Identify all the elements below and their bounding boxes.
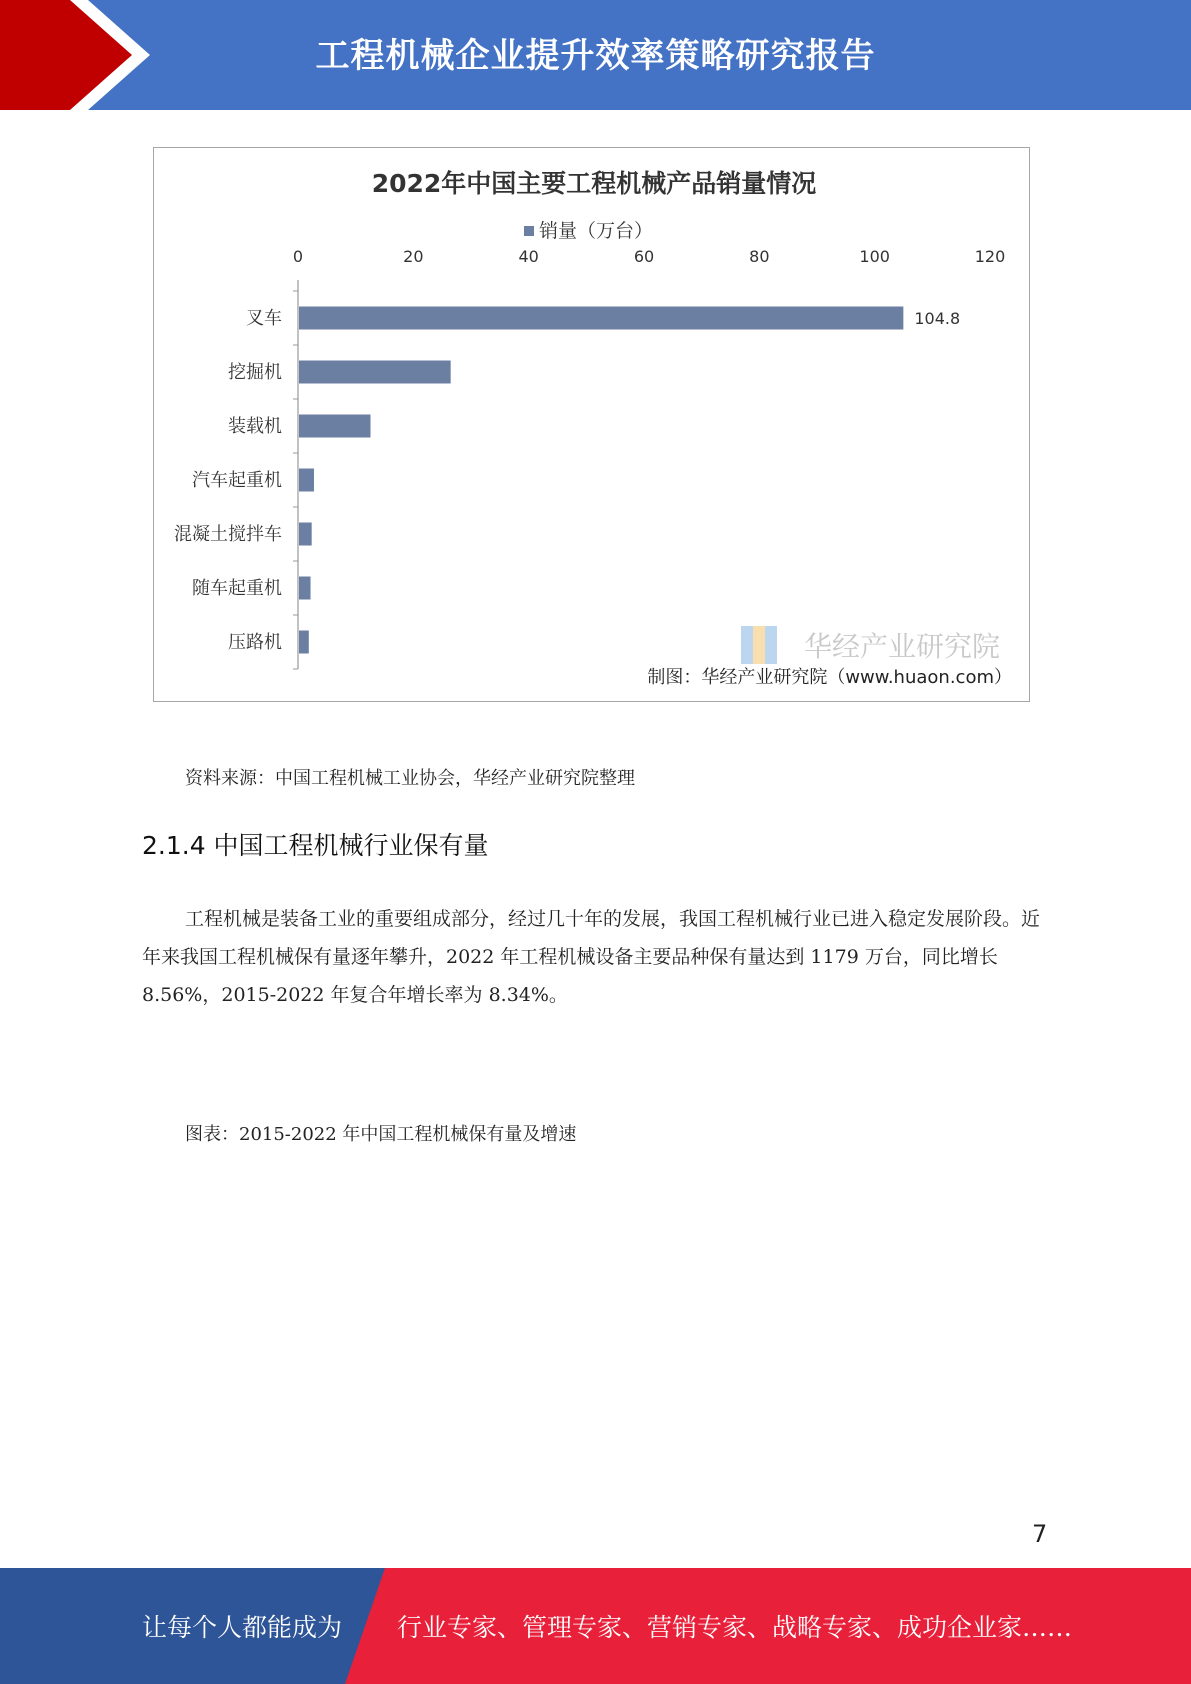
page-header	[0, 0, 1191, 110]
bar	[299, 469, 314, 492]
legend-swatch	[524, 226, 534, 236]
chart-title: 2022年中国主要工程机械产品销量情况	[371, 169, 817, 198]
page-number: 7	[1032, 1520, 1048, 1548]
chart-watermark	[741, 626, 1000, 664]
body-paragraph: 工程机械是装备工业的重要组成部分，经过几十年的发展，我国工程机械行业已进入稳定发展阶段。近年来我国工程机械保有量逐年攀升，2022 年工程机械设备主要品种保有量达到 1179 万台，同比增长 8.56%，2015-2022 年复合年增长率为 8.34%。	[142, 908, 1041, 1006]
category-label: 随车起重机	[192, 578, 282, 599]
bar	[299, 307, 903, 330]
page-footer	[0, 1568, 1191, 1684]
chart-credit: 制图：华经产业研究院（www.huaon.com）	[647, 667, 1012, 688]
watermark-text: 华经产业研究院	[804, 630, 1001, 663]
chart-bars	[299, 307, 960, 654]
x-tick-label: 60	[633, 247, 655, 266]
footer-slogan-right: 行业专家、管理专家、营销专家、战略专家、成功企业家……	[397, 1613, 1073, 1642]
x-tick-label: 100	[859, 247, 890, 266]
watermark-logo-left	[741, 626, 753, 664]
x-tick-label: 0	[292, 247, 304, 266]
category-label: 汽车起重机	[192, 470, 282, 491]
x-tick-label: 120	[974, 247, 1006, 266]
footer-slogan-left: 让每个人都能成为	[142, 1613, 343, 1642]
report-title: 工程机械企业提升效率策略研究报告	[315, 36, 876, 76]
bar	[299, 577, 311, 600]
section-heading: 2.1.4 中国工程机械行业保有量	[142, 831, 489, 860]
category-label: 装载机	[228, 416, 282, 437]
chart-canvas	[154, 148, 1031, 703]
sales-chart	[153, 147, 1030, 702]
x-tick-label: 40	[518, 247, 539, 266]
bar	[299, 415, 371, 438]
category-label: 混凝土搅拌车	[174, 524, 282, 545]
category-label: 挖掘机	[228, 362, 282, 383]
watermark-logo-right	[765, 626, 777, 664]
x-tick-label: 80	[749, 247, 770, 266]
source-note: 资料来源：中国工程机械工业协会，华经产业研究院整理	[185, 768, 635, 789]
data-label: 104.8	[914, 309, 961, 328]
x-tick-label: 20	[403, 247, 424, 266]
watermark-logo-mid	[753, 626, 765, 664]
bar	[299, 361, 451, 384]
legend-label: 销量（万台）	[539, 220, 654, 242]
bar	[299, 523, 312, 546]
bar	[299, 631, 309, 654]
chart-legend	[524, 220, 653, 242]
figure-caption: 图表：2015-2022 年中国工程机械保有量及增速	[185, 1124, 577, 1145]
category-label: 压路机	[228, 632, 282, 653]
category-label: 叉车	[246, 308, 282, 329]
